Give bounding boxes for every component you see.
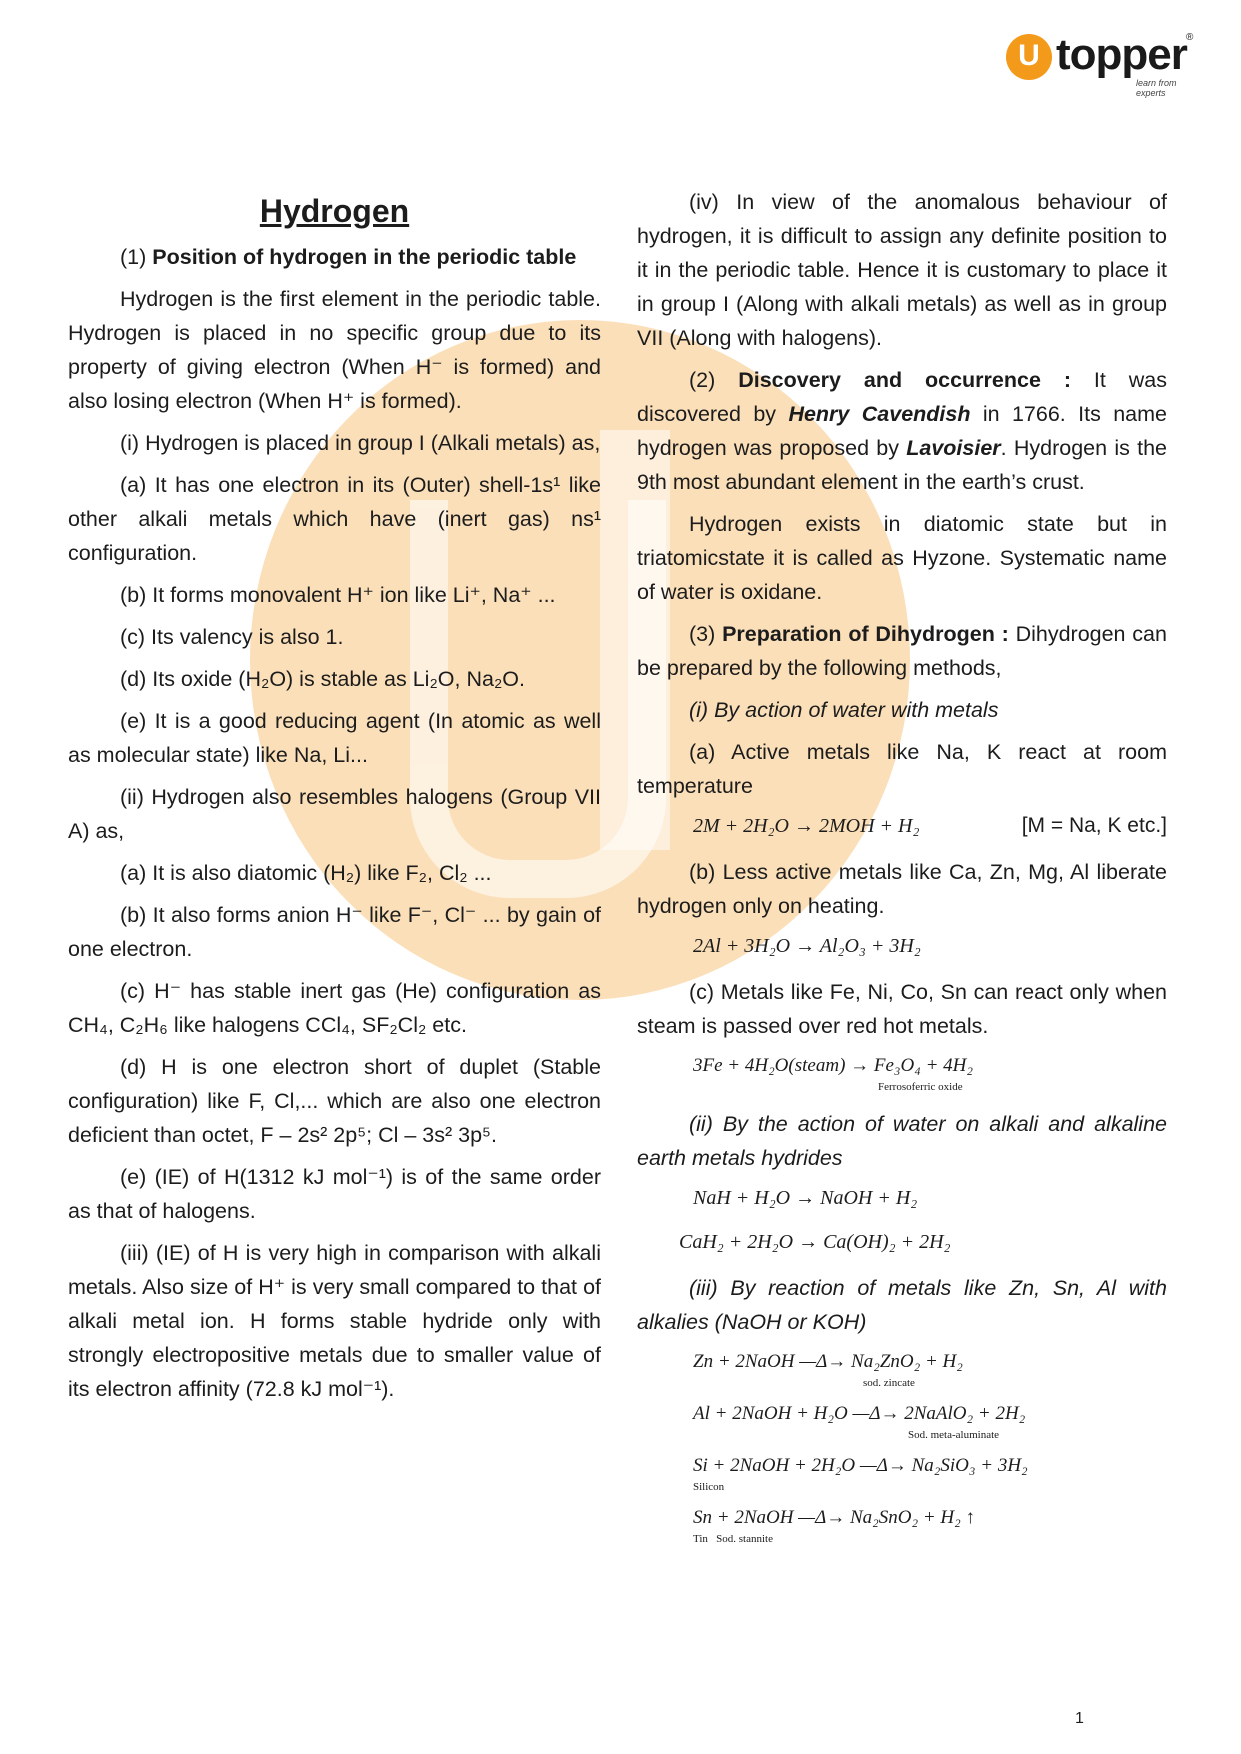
- equation-text: Zn + 2NaOH —Δ→ Na₂ZnO₂ + H₂: [693, 1351, 963, 1372]
- logo-mark-icon: U: [1006, 34, 1052, 80]
- paragraph: (d) Its oxide (H₂O) is stable as Li₂O, Na₂O.: [120, 667, 525, 691]
- equation: [693, 811, 1167, 841]
- equation: [693, 1451, 1167, 1493]
- section-title: Preparation of Dihydrogen :: [722, 622, 1009, 646]
- logo-tagline: learn from experts: [1136, 78, 1177, 98]
- method-heading: [637, 1271, 1167, 1339]
- equation: [693, 1399, 1167, 1441]
- equation: [693, 1347, 1167, 1389]
- person-name: Henry Cavendish: [788, 402, 971, 426]
- section-text: . Hydrogen is the 9th most abundant element in the earth’s crust.: [637, 436, 1167, 494]
- paragraph: (e) (IE) of H(1312 kJ mol⁻¹) is of the same order as that of halogens.: [68, 1165, 601, 1223]
- equation-text: Al + 2NaOH + H₂O —Δ→ 2NaAlO₂ + 2H₂: [693, 1403, 1026, 1424]
- person-name: Lavoisier: [906, 436, 1001, 460]
- equation: 2Al + 3H₂O → Al₂O₃ + 3H₂: [693, 935, 921, 957]
- section-1-heading: [68, 240, 601, 274]
- paragraph: (iii) (IE) of H is very high in comparison with alkali metals. Also size of H⁺ is very small compared to that of alkali metal ion. H forms stable hydride only with strongly electropositive metals due to smaller value of its electron affinity (72.8 kJ mol⁻¹).: [68, 1241, 601, 1401]
- equation-note: Silicon: [693, 1481, 725, 1493]
- equation-text: 3Fe + 4H₂O(steam) → Fe₃O₄ + 4H₂: [693, 1055, 974, 1076]
- method-heading: [637, 1107, 1167, 1175]
- section-text: Dihydrogen can be prepared by the following methods,: [637, 622, 1167, 680]
- right-column: [637, 185, 1167, 1559]
- paragraph: (d) H is one electron short of duplet (Stable configuration) like F, Cl,... which are also one electron deficient than octet, F – 2s² 2p⁵; Cl – 3s² 3p⁵.: [68, 1055, 601, 1147]
- equation-note: Sod. meta-aluminate: [908, 1429, 1000, 1441]
- section-number: (1): [120, 245, 147, 269]
- method-heading: [637, 693, 1167, 727]
- paragraph: (iv) In view of the anomalous behaviour of hydrogen, it is difficult to assign any definite position to it in the periodic table. Hence it is customary to place it in group I (Along with alkali metals) as well as in group VII (Along with halogens).: [637, 190, 1167, 350]
- equation: [693, 1051, 1167, 1093]
- left-column: [68, 190, 601, 1414]
- page-title: Hydrogen: [259, 193, 410, 229]
- paragraph: Hydrogen is the first element in the periodic table. Hydrogen is placed in no specific group due to its property of giving electron (When H⁻ is formed) and also losing electron (When H⁺ is formed).: [68, 287, 601, 413]
- section-number: (2): [689, 368, 716, 392]
- equation-text: 2M + 2H₂O → 2MOH + H₂: [693, 815, 920, 837]
- equation-text: Sn + 2NaOH —Δ→ Na₂SnO₂ + H₂ ↑: [693, 1507, 975, 1528]
- section-number: (3): [689, 622, 716, 646]
- equation-text: Si + 2NaOH + 2H₂O —Δ→ Na₂SiO₃ + 3H₂: [693, 1455, 1028, 1476]
- section-title: Discovery and occurrence :: [738, 368, 1071, 392]
- section-3: [637, 617, 1167, 685]
- paragraph: Hydrogen exists in diatomic state but in triatomicstate it is called as Hyzone. Systematic name of water is oxidane.: [637, 512, 1167, 604]
- equation: NaH + H₂O → NaOH + H₂: [693, 1187, 918, 1209]
- paragraph: (c) Metals like Fe, Ni, Co, Sn can react only when steam is passed over red hot metals.: [637, 980, 1167, 1038]
- paragraph: (a) It is also diatomic (H₂) like F₂, Cl₂ ...: [120, 861, 492, 885]
- paragraph: (a) It has one electron in its (Outer) shell-1s¹ like other alkali metals which have (inert gas) ns¹ configuration.: [68, 473, 601, 565]
- paragraph: (a) Active metals like Na, K react at room temperature: [637, 740, 1167, 798]
- paragraph: (ii) Hydrogen also resembles halogens (Group VII A) as,: [68, 785, 601, 843]
- section-text: It was discovered by: [637, 368, 1167, 426]
- paragraph: (i) Hydrogen is placed in group I (Alkali metals) as,: [120, 431, 601, 455]
- paragraph: (b) It also forms anion H⁻ like F⁻, Cl⁻ ... by gain of one electron.: [68, 903, 601, 961]
- logo-text: topper: [1056, 30, 1187, 79]
- method-title: (i) By action of water with metals: [689, 698, 999, 722]
- equation-note: sod. zincate: [863, 1377, 915, 1389]
- section-title: Position of hydrogen in the periodic table: [152, 245, 577, 269]
- method-title: (ii) By the action of water on alkali and alkaline earth metals hydrides: [637, 1112, 1167, 1170]
- paragraph: (e) It is a good reducing agent (In atomic as well as molecular state) like Na, Li...: [68, 709, 601, 767]
- logo-registered: ®: [1186, 32, 1194, 43]
- paragraph: (b) Less active metals like Ca, Zn, Mg, Al liberate hydrogen only on heating.: [637, 860, 1167, 918]
- section-2: [637, 363, 1167, 499]
- page-number: 1: [1075, 1710, 1084, 1727]
- paragraph: (c) H⁻ has stable inert gas (He) configuration as CH₄, C₂H₆ like halogens CCl₄, SF₂Cl₂ etc.: [68, 979, 601, 1037]
- method-title: (iii) By reaction of metals like Zn, Sn, Al with alkalies (NaOH or KOH): [637, 1276, 1167, 1334]
- paragraph: (b) It forms monovalent H⁺ ion like Li⁺, Na⁺ ...: [120, 583, 556, 607]
- brand-logo: [1006, 30, 1206, 98]
- paragraph: (c) Its valency is also 1.: [120, 625, 344, 649]
- equation-note: Tin Sod. stannite: [693, 1533, 773, 1545]
- equation: CaH₂ + 2H₂O → Ca(OH)₂ + 2H₂: [679, 1231, 951, 1253]
- equation: [693, 1503, 1167, 1545]
- equation-note: Ferrosoferric oxide: [878, 1081, 963, 1093]
- section-text: in 1766. Its name hydrogen was proposed by: [637, 402, 1167, 460]
- equation-note: [M = Na, K etc.]: [1021, 814, 1167, 837]
